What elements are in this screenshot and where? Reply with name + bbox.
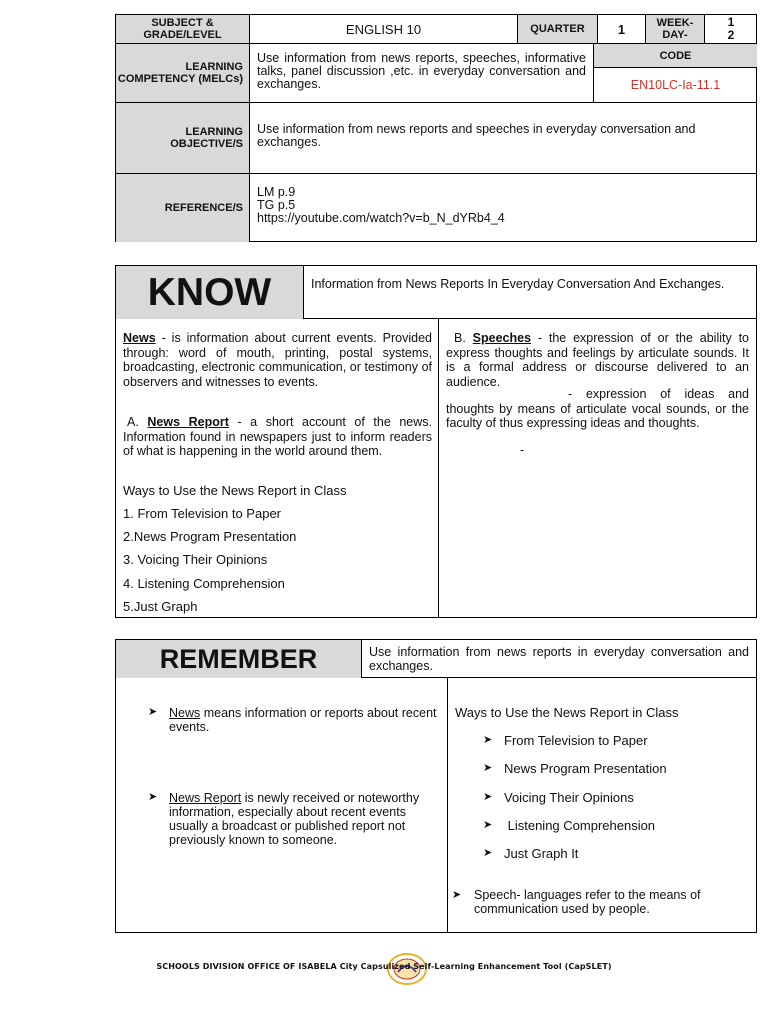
competency-label: LEARNING COMPETENCY (MELCs) — [116, 44, 250, 103]
remember-report-term: News Report — [169, 791, 242, 805]
reference-item: LM p.9 — [257, 185, 296, 199]
arrow-bullet-icon: ➤ — [148, 791, 158, 803]
arrow-bullet-icon: ➤ — [452, 889, 462, 901]
remember-report-def: is newly received or noteworthy information, especially about recent events usually a broadcast or published report not previously known to someone. — [169, 791, 420, 847]
news-report-definition — [123, 415, 432, 459]
footer-text: SCHOOLS DIVISION OFFICE OF ISABELA City Capsulized Self-Learning Enhancement Tool (CapSLET) — [156, 962, 612, 971]
ways-item: 4. Listening Comprehension — [123, 576, 285, 591]
ways-title: Ways to Use the News Report in Class — [123, 483, 347, 498]
ways-item: 3. Voicing Their Opinions — [123, 552, 268, 567]
reference-label: REFERENCE/S — [116, 174, 250, 242]
subject-value: ENGLISH 10 — [250, 15, 518, 44]
remember-ways-item: News Program Presentation — [504, 761, 667, 776]
remember-ways-title: Ways to Use the News Report in Class — [455, 705, 679, 720]
competency-text: Use information from news reports, speeches, informative talks, panel discussion ,etc. in everyday conversation and exchanges. — [250, 44, 594, 103]
objective-label: LEARNING OBJECTIVE/S — [116, 103, 250, 174]
remember-ways-item: Just Graph It — [504, 846, 579, 861]
remember-report-definition — [169, 791, 441, 847]
speeches-def-text: - the expression of or the ability to express thoughts and feelings by articulate sounds. It is a formal address or discourse delivered to an audience. — [446, 331, 749, 389]
remember-speech-text: Speech- languages refer to the means of communication used by people. — [474, 888, 701, 916]
ways-item: 5.Just Graph — [123, 599, 198, 614]
trailing-dash: - — [520, 443, 525, 457]
day-number: 2 — [727, 28, 735, 42]
quarter-label: QUARTER — [518, 15, 598, 44]
arrow-bullet-icon: ➤ — [483, 847, 493, 859]
news-report-def-text: - a short account of the news. Information found in newspapers just to inform readers of what is happening in the world around them. — [123, 415, 432, 458]
subject-label — [116, 15, 250, 44]
code-label: CODE — [594, 44, 757, 68]
speech-prefix: B. — [454, 331, 473, 345]
know-section — [115, 265, 757, 618]
know-heading-text: Information from News Reports In Everyday Conversation And Exchanges. — [311, 277, 725, 291]
remember-column-divider — [447, 678, 448, 932]
remember-news-def: means information or reports about recent events. — [169, 706, 437, 734]
remember-ways-item: Listening Comprehension — [504, 818, 656, 833]
know-title: KNOW — [116, 266, 304, 319]
weekday-value — [705, 15, 757, 44]
arrow-bullet-icon: ➤ — [483, 819, 493, 831]
ways-item: 1. From Television to Paper — [123, 506, 281, 521]
news-term: News — [123, 331, 156, 345]
arrow-bullet-icon: ➤ — [483, 791, 493, 803]
news-def-text: - is information about current events. Provided through: word of mouth, printing, postal systems, broadcasting, electronic communication, or testimony of observers and witnesses to events. — [123, 331, 432, 389]
arrow-bullet-icon: ➤ — [483, 762, 493, 774]
speeches-definition-2: - expression of ideas and thoughts by means of articulate vocal sounds, or the faculty of thus expressing ideas and thoughts. — [446, 387, 749, 430]
lesson-header-table — [115, 14, 757, 242]
remember-title: REMEMBER — [116, 640, 362, 678]
subject-label-text: SUBJECT & GRADE/LEVEL — [143, 17, 222, 41]
remember-ways-item: Voicing Their Opinions — [504, 790, 634, 805]
arrow-bullet-icon: ➤ — [148, 706, 158, 718]
quarter-value: 1 — [598, 15, 646, 44]
know-column-divider — [438, 319, 439, 617]
references-list — [250, 174, 757, 242]
week-number: 1 — [727, 15, 735, 29]
reference-item: TG p.5 — [257, 198, 296, 212]
news-definition — [123, 331, 432, 389]
competency-code: EN10LC-Ia-11.1 — [594, 68, 757, 103]
remember-news-term: News — [169, 706, 201, 720]
arrow-bullet-icon: ➤ — [483, 734, 493, 746]
remember-news-definition — [169, 706, 439, 734]
reference-link[interactable]: https://youtube.com/watch?v=b_N_dYRb4_4 — [257, 211, 505, 225]
remember-ways-item: From Television to Paper — [504, 733, 648, 748]
news-report-term: News Report — [147, 415, 229, 429]
speeches-definition — [446, 331, 749, 389]
ways-item: 2.News Program Presentation — [123, 529, 297, 544]
remember-section — [115, 639, 757, 933]
report-prefix: A. — [127, 415, 148, 429]
objective-text: Use information from news reports and speeches in everyday conversation and exchanges. — [250, 103, 757, 174]
remember-heading-text: Use information from news reports in everyday conversation and exchanges. — [369, 645, 749, 673]
weekday-label: WEEK-DAY- — [646, 15, 705, 44]
speeches-term: Speeches — [472, 331, 532, 345]
